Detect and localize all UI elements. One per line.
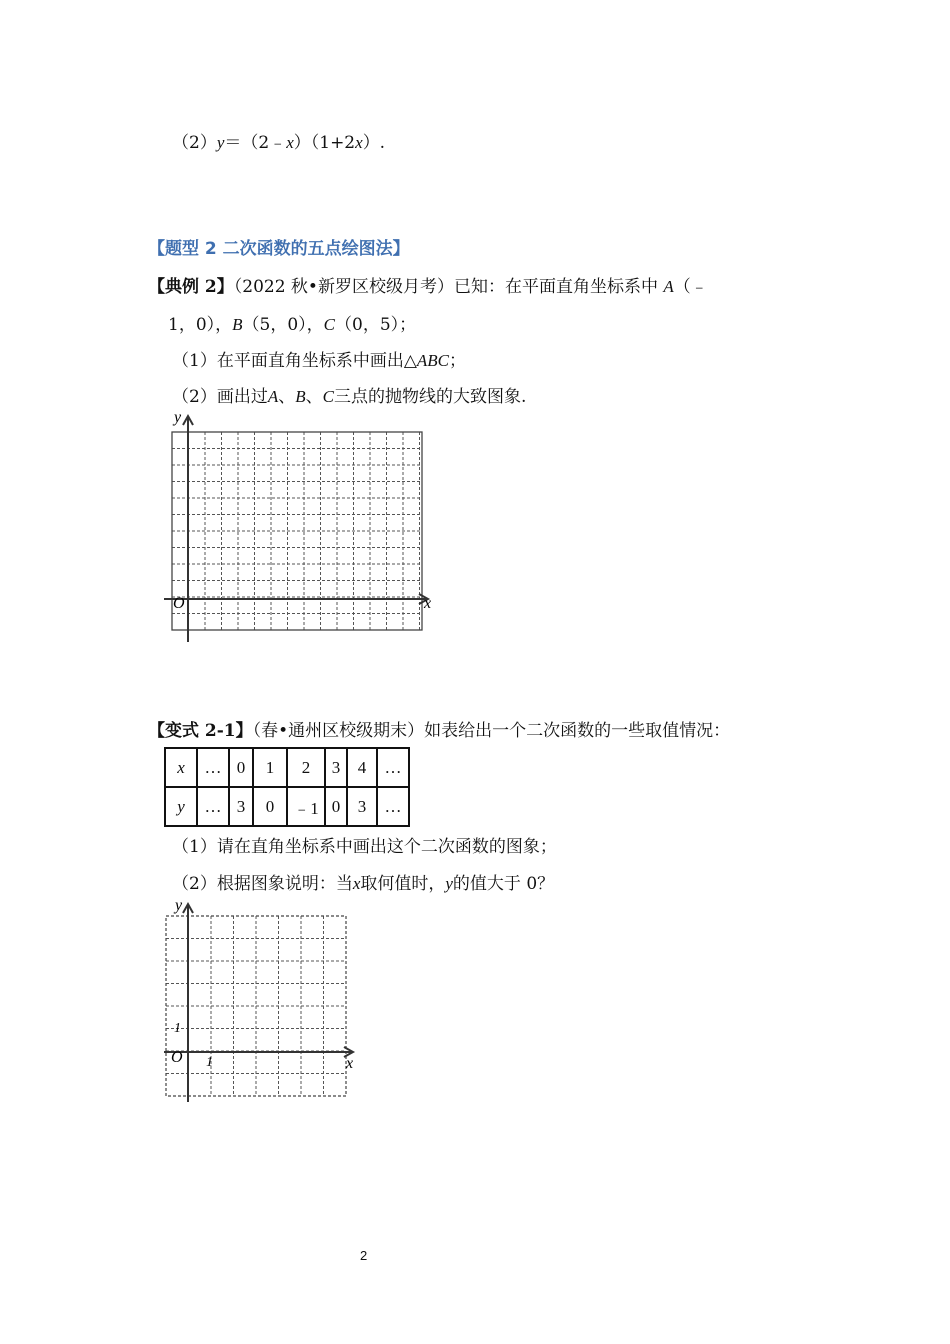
table-cell: 1 (253, 748, 287, 787)
table-cell: 0 (325, 787, 347, 826)
example-q2-c: C (322, 387, 334, 406)
table-cell: … (377, 748, 409, 787)
variant-line (148, 716, 730, 741)
variant-question-2 (172, 869, 554, 894)
part2-eq: ＝（2﹣ (224, 133, 287, 153)
example-question-1 (172, 346, 466, 371)
example-q1-end: ； (449, 351, 466, 371)
example-line2 (168, 310, 416, 335)
grid-lines-2 (166, 916, 346, 1096)
variant-question-1: （1）请在直角坐标系中画出这个二次函数的图象； (172, 837, 557, 857)
example-line1 (148, 272, 708, 297)
origin-label-1: O (173, 595, 185, 612)
example-q2-sep1: 、 (278, 387, 296, 407)
table-cell: 0 (253, 787, 287, 826)
variant-q2-mid: 取何值时， (360, 874, 446, 894)
variant-q2-end: 的值大于 0？ (452, 874, 555, 894)
table-cell: 0 (229, 748, 253, 787)
y-axis-label-2: y (175, 897, 183, 914)
example-c-coord: （0，5）； (335, 315, 417, 335)
table-cell: 3 (229, 787, 253, 826)
table-row-y (165, 787, 409, 826)
example-q2-pre: （2）画出过 (172, 387, 268, 407)
example-a-coord-close: 1，0）， (168, 315, 233, 335)
x-axis-label-1: x (424, 595, 432, 612)
example-tag: 【典例 2】 (148, 277, 234, 297)
section-heading: 【题型 2 二次函数的五点绘图法】 (148, 239, 410, 259)
table-cell: … (197, 787, 229, 826)
example-b-coord: （5，0）， (242, 315, 324, 335)
table-row-x (165, 748, 409, 787)
example-q2-end: 三点的抛物线的大致图象. (333, 387, 527, 407)
table-cell: … (197, 748, 229, 787)
table-cell: x (165, 748, 197, 787)
example-q1-triangle: ABC (416, 351, 449, 370)
x-tick-label-1: 1 (206, 1055, 213, 1070)
table-cell: 3 (325, 748, 347, 787)
coordinate-grid-2 (160, 896, 370, 1106)
y-tick-label-1: 1 (174, 1021, 181, 1036)
part2-formula (172, 128, 385, 153)
example-source: （2022 秋•新罗区校级月考）已知：在平面直角坐标系中 (233, 277, 658, 297)
example-q1-text: （1）在平面直角坐标系中画出△ (172, 351, 417, 371)
example-q2-sep2: 、 (305, 387, 323, 407)
origin-label-2: O (171, 1049, 183, 1066)
part2-mid: ）（1+2 (293, 133, 356, 153)
coordinate-grid-1 (160, 408, 450, 648)
page-number: 2 (360, 1248, 368, 1263)
x-axis-label-2: x (346, 1055, 354, 1072)
variant-tag: 【变式 2-1】 (148, 721, 253, 741)
example-q2-a: A (267, 387, 279, 406)
table-cell: 2 (287, 748, 325, 787)
part2-prefix: （2） (172, 133, 217, 153)
variant-q2-y: y (445, 874, 453, 893)
example-point-c: C (323, 315, 336, 334)
variant-text: （春•通州区校级期末）如表给出一个二次函数的一些取值情况： (252, 721, 731, 741)
table-cell: 3 (347, 787, 377, 826)
example-question-2 (172, 382, 526, 407)
table-cell: ﹣1 (287, 787, 325, 826)
example-point-b: B (232, 315, 243, 334)
table-cell: 4 (347, 748, 377, 787)
example-a-coord-open: （﹣ (673, 277, 708, 297)
part2-end: ）. (362, 133, 386, 153)
value-table (164, 747, 410, 827)
grid-lines-1 (172, 432, 422, 630)
variant-q2-x: x (352, 874, 361, 893)
example-point-a: A (663, 277, 674, 296)
part2-y: y (216, 133, 225, 152)
example-q2-b: B (295, 387, 306, 406)
y-axis-label-1: y (174, 409, 182, 426)
part2-x2: x (355, 133, 363, 152)
table-cell: y (165, 787, 197, 826)
part2-x1: x (286, 133, 294, 152)
table-cell: … (377, 787, 409, 826)
variant-q2-pre: （2）根据图象说明：当 (172, 874, 353, 894)
